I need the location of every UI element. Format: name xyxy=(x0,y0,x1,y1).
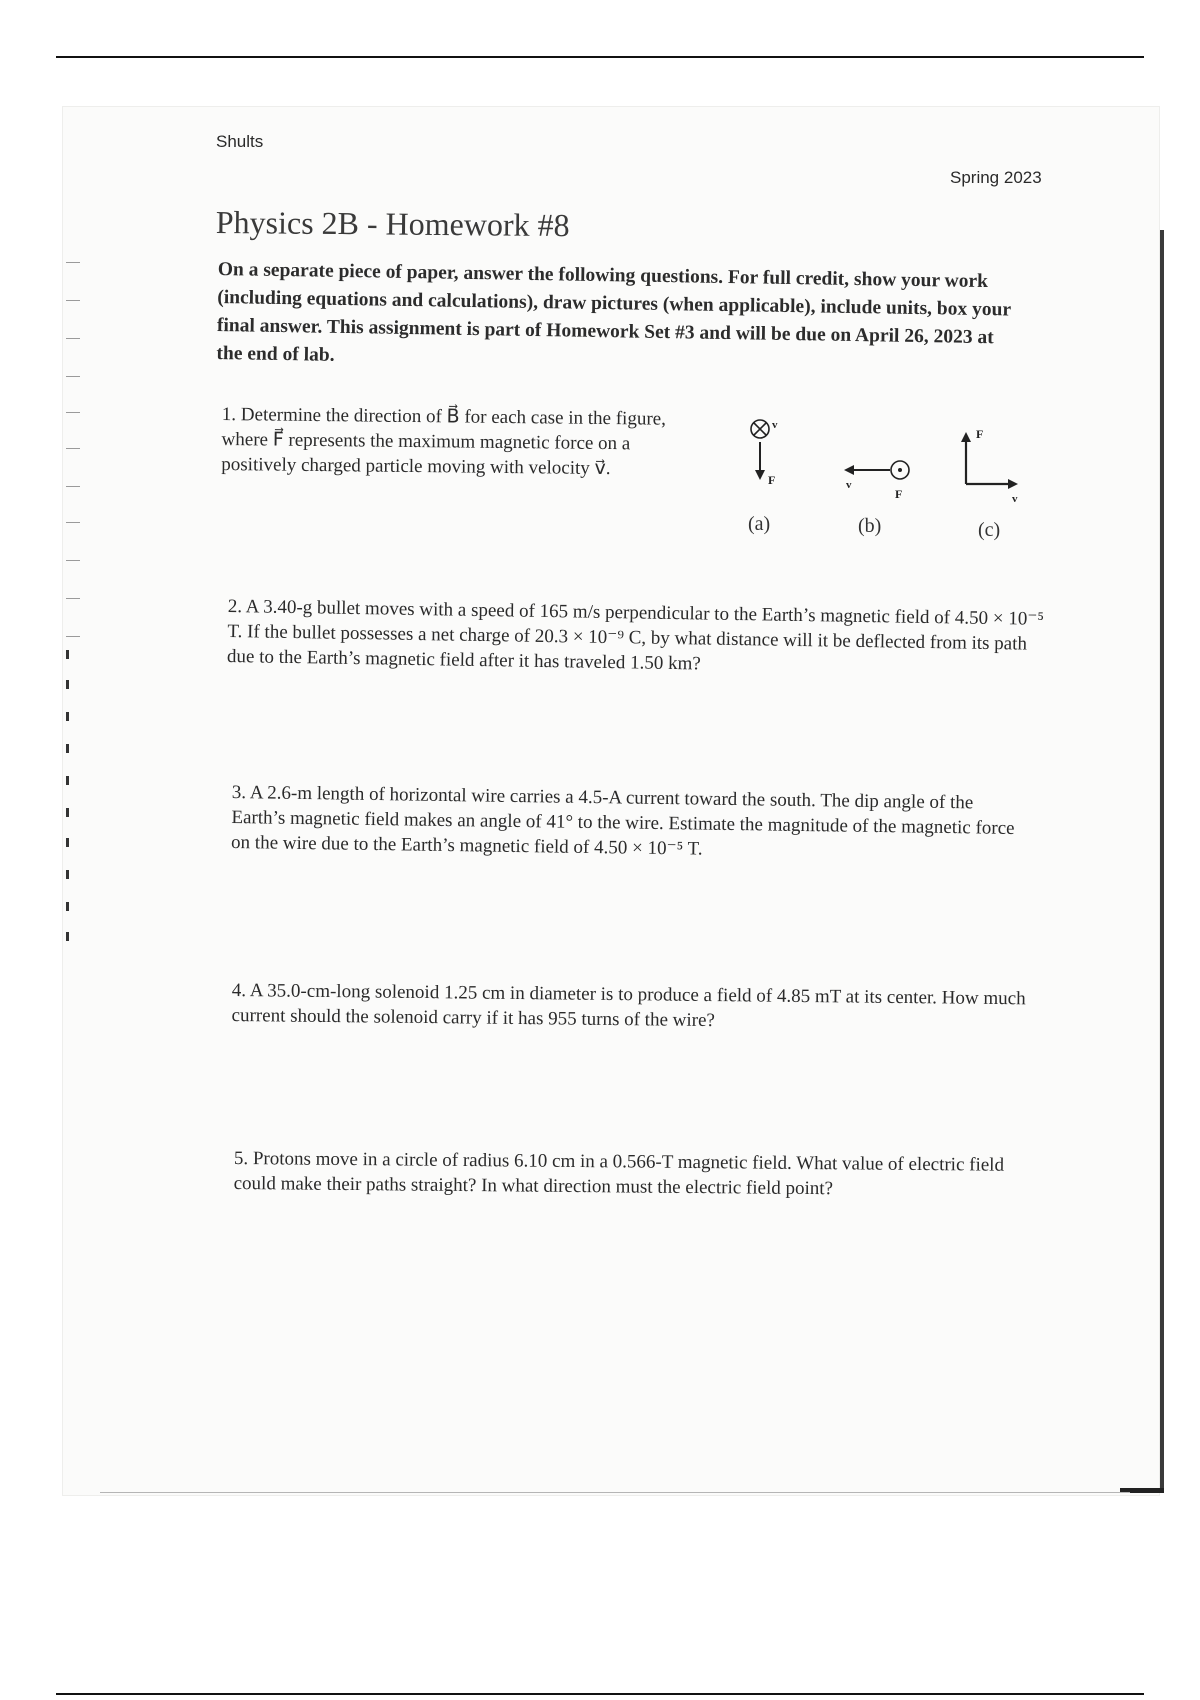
binder-hole-mark xyxy=(66,870,69,879)
binder-hole-mark xyxy=(66,712,69,721)
margin-mark xyxy=(66,448,80,449)
instructions: On a separate piece of paper, answer the following questions. For full credit, show your work (including equations and calculations), draw pictures (when applicable), include units, box your final answer. This assignment is part of Homework Set #3 and will be due on April 26, 2023 at the end of lab. xyxy=(216,258,1011,366)
margin-mark xyxy=(66,300,80,301)
page-title: Physics 2B - Homework #8 xyxy=(215,204,570,244)
figure-f-label: F⃗ xyxy=(976,427,993,441)
force-arrow-down-icon xyxy=(755,442,765,480)
question-2: 2. A 3.40-g bullet moves with a speed of 165 m/s perpendicular to the Earth’s magnetic field of 4.50 × 10⁻⁵ T. If the bullet possesses a net charge of 20.3 × 10⁻⁹ C, by what distance will it be deflected from its path due to the Earth’s magnetic field after it has traveled 1.50 km? xyxy=(226,595,1045,675)
question-4: 4. A 35.0-cm-long solenoid 1.25 cm in diameter is to produce a field of 4.85 mT at its center. How much current should the solenoid carry if it has 955 turns of the wire? xyxy=(231,979,1026,1032)
margin-mark xyxy=(66,560,80,561)
top-rule xyxy=(56,56,1144,58)
figure-f-label: F⃗ xyxy=(895,487,912,501)
figure-v-label: v⃗ xyxy=(846,479,861,491)
force-out-of-page-icon xyxy=(891,461,909,479)
figure-label-c: (c) xyxy=(978,519,1001,541)
question-3: 3. A 2.6-m length of horizontal wire carries a 4.5-A current toward the south. The dip angle of the Earth’s magnetic field makes an angle of 41° to the wire. Estimate the magnitude of the magnetic force on the wire due to the Earth’s magnetic field of 4.50 × 10⁻⁵ T. xyxy=(230,781,1015,860)
velocity-arrow-left-icon xyxy=(844,465,890,475)
question-5: 5. Protons move in a circle of radius 6.10 cm in a 0.566-T magnetic field. What value of electric field could make their paths straight? In what direction must the electric field point? xyxy=(233,1147,1005,1200)
margin-mark xyxy=(66,636,80,637)
binder-hole-mark xyxy=(66,744,69,753)
figure-label-a: (a) xyxy=(748,513,771,535)
binder-hole-mark xyxy=(66,650,69,659)
margin-mark xyxy=(66,522,80,523)
figure-case-c xyxy=(961,427,1026,541)
margin-mark xyxy=(66,376,80,377)
margin-mark xyxy=(66,486,80,487)
margin-mark xyxy=(66,338,80,339)
term-label: Spring 2023 xyxy=(950,168,1042,187)
velocity-arrow-right-icon xyxy=(966,479,1018,489)
binder-hole-mark xyxy=(66,680,69,689)
figure-f-label: F⃗ xyxy=(768,473,785,487)
binder-hole-mark xyxy=(66,808,69,817)
binder-hole-mark xyxy=(66,776,69,785)
figure-label-b: (b) xyxy=(858,515,882,537)
figure-case-a xyxy=(748,419,786,535)
page-bottom-edge xyxy=(100,1492,1130,1493)
margin-mark xyxy=(66,262,80,263)
question-1: 1. Determine the direction of B⃗ for each case in the figure, where F⃗ represents the maximum magnetic force on a positively charged particle moving with velocity v⃗. xyxy=(221,403,667,480)
figure-v-label: v⃗ xyxy=(772,419,787,431)
force-velocity-figure xyxy=(740,412,1040,552)
margin-mark xyxy=(66,412,80,413)
margin-mark xyxy=(66,598,80,599)
velocity-into-page-icon xyxy=(751,420,769,438)
force-arrow-up-icon xyxy=(961,432,971,484)
binder-hole-mark xyxy=(66,902,69,911)
figure-case-b xyxy=(844,461,912,537)
page-edge-shadow xyxy=(1160,230,1164,1492)
binder-hole-mark xyxy=(66,838,69,847)
binder-hole-mark xyxy=(66,932,69,941)
author-name: Shults xyxy=(216,132,264,151)
figure-v-label: v⃗ xyxy=(1012,493,1027,505)
bottom-rule xyxy=(56,1693,1144,1695)
